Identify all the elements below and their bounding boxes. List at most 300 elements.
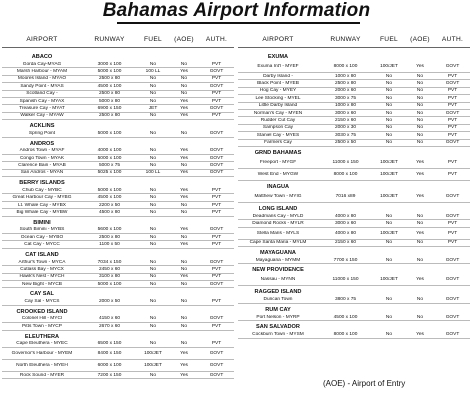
- island-section-title: ABACO: [31, 54, 53, 60]
- fuel-type: 100/JET: [380, 64, 398, 69]
- aoe-status: Yes: [180, 170, 188, 176]
- authority: PVT: [447, 118, 458, 124]
- aoe-status: No: [416, 213, 424, 219]
- runway-size: 6000 x 100: [97, 362, 122, 368]
- aoe-status: Yes: [416, 277, 424, 283]
- aoe-status: Yes: [180, 242, 188, 248]
- airport-name: Treasure Cay - MYAT: [19, 106, 65, 112]
- airport-name: Cape Santa Maria - MYLM: [249, 240, 307, 246]
- aoe-status: Yes: [180, 350, 188, 356]
- aoe-status: Yes: [180, 187, 188, 193]
- runway-size: 8000 x 100: [333, 331, 358, 337]
- aoe-status: Yes: [180, 372, 188, 378]
- runway-size: 6900 x 150: [97, 106, 122, 112]
- table-row: [2, 281, 234, 288]
- left-table-body: [2, 51, 234, 379]
- authority: PVT: [447, 125, 458, 131]
- authority: GOVT: [445, 140, 460, 146]
- airport-name: Darby Island -: [263, 73, 293, 79]
- airport-name: Ocean Cay - MYBO: [20, 234, 64, 240]
- table-row: [2, 316, 234, 323]
- runway-size: 3800 x 75: [334, 297, 357, 303]
- runway-size: 2500 x 80: [98, 76, 121, 82]
- aoe-status: No: [180, 316, 188, 322]
- airport-name: Freeport - MYGF: [259, 159, 297, 165]
- authority: GOVT: [209, 227, 224, 233]
- authority: GOVT: [209, 259, 224, 265]
- airport-name: Cockburn Town - MYSM: [252, 331, 304, 337]
- header-runway: RUNWAY: [330, 36, 361, 43]
- aoe-status: No: [180, 259, 188, 265]
- runway-size: 8000 x 100: [333, 64, 358, 69]
- fuel-type: No: [149, 299, 157, 305]
- airport-name: Governor's Harbour - MYEM: [11, 350, 73, 356]
- authority: PVT: [447, 95, 458, 101]
- authority: GOVT: [445, 297, 460, 303]
- authority: GOVT: [445, 193, 460, 199]
- aoe-status: Yes: [416, 171, 424, 177]
- airport-name: Hawk's Nest - MYCH: [19, 274, 65, 280]
- island-section-title: BIMINI: [33, 219, 51, 226]
- authority: PVT: [211, 76, 222, 82]
- header-auth: AUTH.: [441, 36, 464, 43]
- authority: GOVT: [445, 81, 460, 87]
- runway-size: 1100 x 50: [99, 242, 120, 248]
- table-row: [2, 372, 234, 379]
- authority: GOVT: [445, 110, 460, 116]
- table-row: [238, 331, 470, 338]
- authority: PVT: [211, 91, 222, 97]
- runway-size: 5000 x 75: [98, 162, 121, 168]
- header-auth: AUTH.: [205, 36, 228, 43]
- authority: GOVT: [445, 257, 460, 263]
- runway-size: 1000 x 80: [334, 73, 357, 79]
- runway-size: 5600 x 100: [97, 227, 122, 233]
- island-section-title: MAYAGUANA: [260, 250, 296, 257]
- fuel-type: No: [149, 259, 157, 265]
- runway-size: 3030 x 75: [334, 132, 357, 138]
- airport-name: Andros Town - MYAF: [19, 148, 65, 154]
- table-row: [238, 61, 470, 73]
- airport-name: Rock Sound - MYER: [19, 372, 65, 378]
- fuel-type: No: [149, 83, 157, 89]
- runway-size: 5000 x 100: [97, 187, 122, 193]
- table-row: [238, 296, 470, 303]
- aoe-status: No: [416, 240, 424, 246]
- table-row: [2, 348, 234, 360]
- airport-name: Sampson Cay: [262, 125, 294, 131]
- fuel-type: No: [149, 274, 157, 280]
- authority: PVT: [447, 230, 458, 236]
- table-row: [238, 88, 470, 95]
- authority: PVT: [447, 159, 458, 165]
- runway-size: 5000 x 80: [98, 98, 121, 104]
- table-row: [238, 213, 470, 220]
- aoe-status: No: [416, 297, 424, 303]
- island-section-title: LONG ISLAND: [258, 205, 298, 212]
- airport-name: Great Harbour Cay - MYBG: [12, 195, 72, 201]
- fuel-type: No: [149, 195, 157, 201]
- authority: GOVT: [445, 213, 460, 219]
- runway-size: 7016 x89: [335, 193, 356, 199]
- fuel-type: No: [385, 125, 393, 131]
- page-title: Bahamas Airport Information: [102, 0, 371, 21]
- fuel-type: No: [385, 314, 393, 320]
- island-section-title: CROOKED ISLAND: [16, 308, 68, 315]
- fuel-type: 100/JET: [380, 159, 398, 165]
- runway-size: 5000 x 100: [97, 281, 122, 287]
- runway-size: 2000 x 30: [334, 125, 357, 131]
- runway-size: 3000 x 100: [97, 61, 122, 67]
- airport-name: Marsh Harbour - MYAM: [16, 69, 68, 75]
- runway-size: 6500 x 150: [97, 341, 122, 347]
- aoe-status: No: [416, 88, 424, 94]
- fuel-type: 100/JET: [380, 230, 398, 236]
- airport-name: Rudder Cut Cay: [260, 118, 296, 124]
- fuel-type: JET: [148, 106, 158, 112]
- header-airport: AIRPORT: [26, 36, 58, 43]
- runway-size: 7200 x 150: [97, 372, 122, 378]
- authority: PVT: [211, 242, 222, 248]
- authority: GOVT: [209, 83, 224, 89]
- fuel-type: No: [385, 132, 393, 138]
- airport-name: Stella Maris - MYLS: [256, 230, 300, 236]
- runway-size: 4150 x 60: [98, 316, 121, 322]
- aoe-status: No: [416, 314, 424, 320]
- table-row: [2, 113, 234, 120]
- island-section-title: CAY SAL: [30, 291, 54, 298]
- authority: GOVT: [209, 162, 224, 168]
- aoe-status: No: [180, 83, 188, 89]
- authority: GOVT: [209, 170, 224, 176]
- authority: PVT: [211, 61, 222, 67]
- table-row: [238, 110, 470, 117]
- aoe-status: No: [416, 220, 424, 226]
- airport-name: Walker Cay - MYAW: [20, 113, 64, 119]
- fuel-type: 100/JET: [380, 193, 398, 199]
- airport-name: Clarence Bain - MYAB: [18, 162, 66, 168]
- runway-size: 8400 x 150: [97, 350, 122, 356]
- authority: PVT: [211, 323, 222, 329]
- table-row: [2, 259, 234, 266]
- fuel-type: No: [149, 187, 157, 193]
- airport-name: Scotland Cay -: [26, 91, 58, 97]
- table-row: [2, 68, 234, 75]
- airport-name: Little Darby Island: [258, 103, 298, 109]
- airport-name: Port Nelson - MYRP: [256, 314, 300, 320]
- runway-size: 2000 x 60: [334, 88, 357, 94]
- runway-size: 2150 x 60: [334, 240, 357, 246]
- aoe-status: No: [180, 281, 188, 287]
- authority: PVT: [211, 341, 222, 347]
- authority: GOVT: [209, 148, 224, 154]
- table-row: [2, 227, 234, 234]
- runway-size: 7700 x 150: [333, 257, 358, 263]
- fuel-type: No: [149, 130, 157, 136]
- authority: PVT: [211, 209, 222, 215]
- aoe-status: No: [416, 103, 424, 109]
- aoe-status: Yes: [416, 64, 424, 69]
- airport-name: Lt. Whale Cay - MYBX: [18, 202, 66, 208]
- aoe-status: No: [416, 118, 424, 124]
- runway-size: 4500 x 80: [98, 209, 121, 215]
- airport-name: Pitts Town - MYCP: [22, 323, 62, 329]
- aoe-status: Yes: [180, 155, 188, 161]
- authority: PVT: [211, 299, 222, 305]
- header-airport: AIRPORT: [262, 36, 294, 43]
- runway-size: 2500 x 80: [98, 234, 121, 240]
- island-section-title: CAT ISLAND: [25, 251, 59, 258]
- island-section-title: BERRY ISLANDS: [19, 180, 65, 187]
- table-row: [2, 105, 234, 112]
- table-row: [238, 240, 470, 247]
- airport-name: Arthur's Town - MYCA: [18, 259, 66, 265]
- table-row: [238, 125, 470, 132]
- aoe-status: No: [416, 81, 424, 87]
- authority: GOVT: [209, 69, 224, 75]
- right-table-body: [238, 51, 470, 339]
- aoe-status: No: [416, 95, 424, 101]
- island-section-title: INAGUA: [266, 183, 290, 190]
- authority: PVT: [211, 187, 222, 193]
- aoe-status: No: [180, 234, 188, 240]
- aoe-status: No: [416, 257, 424, 263]
- island-section-title: ACKLINS: [29, 123, 55, 130]
- airport-name: Spanish Cay - MYAX: [19, 98, 65, 104]
- table-row: [238, 95, 470, 102]
- runway-size: 5000 x 100: [97, 130, 122, 136]
- aoe-status: Yes: [180, 106, 188, 112]
- table-row: [238, 314, 470, 321]
- fuel-type: No: [385, 240, 393, 246]
- airport-name: Cape Eleuthera - MYEC: [16, 341, 68, 347]
- aoe-status: No: [180, 202, 188, 208]
- runway-size: 4000 x 100: [97, 148, 122, 154]
- fuel-type: No: [385, 88, 393, 94]
- airport-name: Norman's Cay - MYEN: [253, 110, 303, 116]
- table-row: [2, 234, 234, 241]
- runway-size: 4000 x 80: [334, 230, 357, 236]
- airport-name: Staniel Cay - MYES: [256, 132, 300, 138]
- table-row: [2, 98, 234, 105]
- airport-name: Cat Cay - MYCC: [24, 242, 60, 248]
- fuel-type: No: [385, 213, 393, 219]
- header-aoe: (AOE): [174, 36, 194, 43]
- aoe-status: Yes: [416, 230, 424, 236]
- fuel-type: No: [385, 257, 393, 263]
- fuel-type: No: [149, 76, 157, 82]
- island-section-title: RAGGED ISLAND: [254, 289, 302, 296]
- aoe-status: No: [180, 266, 188, 272]
- island-section-title: NEW PROVIDENCE: [252, 267, 304, 274]
- airport-name: Cay Sal - MYCS: [24, 299, 60, 305]
- runway-size: 5000 x 100: [97, 69, 122, 75]
- aoe-status: Yes: [180, 113, 188, 119]
- table-row: [2, 76, 234, 83]
- airport-name: Gorda Cay-MYAG: [22, 61, 62, 67]
- fuel-type: No: [385, 110, 393, 116]
- authority: PVT: [447, 240, 458, 246]
- airport-name: Lee Stocking - MYEL: [255, 95, 301, 101]
- aoe-status: Yes: [416, 331, 424, 337]
- authority: GOVT: [209, 130, 224, 136]
- runway-size: 2200 x 50: [98, 202, 121, 208]
- airport-name: New Bight - MYCB: [22, 281, 62, 287]
- fuel-type: No: [149, 61, 157, 67]
- aoe-status: No: [180, 323, 188, 329]
- airport-name: Big Whale Cay - MYBW: [16, 209, 68, 215]
- aoe-status: Yes: [180, 362, 188, 368]
- runway-size: 3100 x 80: [98, 274, 121, 280]
- authority: PVT: [211, 234, 222, 240]
- authority: GOVT: [209, 316, 224, 322]
- authority: PVT: [447, 88, 458, 94]
- runway-size: 5000 x 100: [97, 155, 122, 161]
- airport-name: Cutlass Bay - MYCX: [20, 266, 64, 272]
- fuel-type: No: [149, 202, 157, 208]
- table-row: [2, 155, 234, 162]
- airport-name: Diamond Rocks - MYLR: [252, 220, 304, 226]
- table-row: [2, 298, 234, 305]
- fuel-type: No: [385, 95, 393, 101]
- header-aoe: (AOE): [410, 36, 430, 43]
- fuel-type: No: [149, 98, 157, 104]
- authority: PVT: [447, 171, 458, 177]
- runway-size: 2150 x 60: [334, 118, 357, 124]
- authority: PVT: [447, 220, 458, 226]
- authority: PVT: [447, 132, 458, 138]
- authority: GOVT: [209, 281, 224, 287]
- runway-size: 4500 x 100: [97, 195, 122, 201]
- fuel-type: No: [385, 73, 393, 79]
- aoe-status: No: [416, 140, 424, 146]
- airport-name: Exuma Int'l - MYEF: [257, 64, 299, 69]
- fuel-type: No: [385, 118, 393, 124]
- table-row: [238, 191, 470, 203]
- authority: GOVT: [445, 277, 460, 283]
- airport-name: Black Point - MYEB: [257, 81, 299, 87]
- authority: GOVT: [445, 64, 460, 69]
- fuel-type: No: [149, 155, 157, 161]
- aoe-status: Yes: [180, 227, 188, 233]
- airport-name: Matthew Town - MYIG: [254, 193, 302, 199]
- authority: GOVT: [209, 362, 224, 368]
- authority: PVT: [447, 103, 458, 109]
- authority: PVT: [211, 195, 222, 201]
- airport-name: Duncan Town: [263, 297, 293, 303]
- title-underline: [117, 22, 360, 24]
- aoe-status: Yes: [416, 193, 424, 199]
- aoe-status: No: [180, 299, 188, 305]
- table-row: [2, 170, 234, 177]
- table-row: [2, 83, 234, 90]
- airport-name: Sandy Point - MYAS: [20, 83, 64, 89]
- airport-name: Colonel Hill - MYCI: [21, 316, 63, 322]
- fuel-type: No: [149, 162, 157, 168]
- table-row: [238, 117, 470, 124]
- runway-size: 4000 x 80: [334, 213, 357, 219]
- fuel-type: 100/JET: [144, 350, 162, 356]
- aoe-status: No: [180, 61, 188, 67]
- aoe-status: No: [416, 125, 424, 131]
- runway-size: 2500 x 50: [334, 140, 357, 146]
- airport-name: Congo Town - MYAK: [19, 155, 65, 161]
- table-row: [2, 209, 234, 216]
- authority: PVT: [211, 113, 222, 119]
- table-row: [2, 241, 234, 248]
- aoe-status: No: [180, 209, 188, 215]
- authority: PVT: [211, 266, 222, 272]
- island-section-title: SAN SALVADOR: [256, 324, 300, 331]
- table-row: [238, 220, 470, 227]
- aoe-status: Yes: [180, 195, 188, 201]
- authority: PVT: [211, 274, 222, 280]
- table-row: [2, 202, 234, 209]
- authority: GOVT: [209, 350, 224, 356]
- airport-name: Mayaguana - MYMM: [255, 257, 301, 263]
- aoe-status: No: [180, 130, 188, 136]
- table-row: [238, 169, 470, 181]
- authority: GOVT: [209, 155, 224, 161]
- airport-name: Hog Cay - MYEY: [259, 88, 297, 94]
- fuel-type: No: [149, 227, 157, 233]
- aoe-status: No: [416, 110, 424, 116]
- fuel-type: No: [385, 140, 393, 146]
- authority: PVT: [211, 98, 222, 104]
- runway-size: 8000 x 100: [333, 171, 358, 177]
- aoe-status: No: [416, 73, 424, 79]
- airport-name: Chub Cay - MYBC: [22, 187, 62, 193]
- table-row: [2, 61, 234, 68]
- fuel-type: 100/JET: [380, 277, 398, 283]
- runway-size: 11000 x 150: [332, 277, 359, 283]
- table-row: [2, 91, 234, 98]
- table-row: [2, 194, 234, 201]
- table-row: [2, 341, 234, 348]
- header-runway: RUNWAY: [94, 36, 125, 43]
- fuel-type: No: [149, 148, 157, 154]
- island-section-title: GRND BAHAMAS: [254, 149, 302, 156]
- table-header: [2, 36, 234, 48]
- authority: GOVT: [209, 372, 224, 378]
- fuel-type: No: [149, 209, 157, 215]
- table-row: [238, 157, 470, 169]
- fuel-type: 100 LL: [145, 69, 161, 75]
- aoe-status: No: [180, 76, 188, 82]
- fuel-type: No: [149, 242, 157, 248]
- aoe-status: Yes: [180, 148, 188, 154]
- runway-size: 7034 x 150: [97, 259, 122, 265]
- runway-size: 11000 x 150: [332, 159, 359, 165]
- table-row: [238, 132, 470, 139]
- fuel-type: No: [149, 91, 157, 97]
- fuel-type: 100/JET: [144, 362, 162, 368]
- fuel-type: No: [385, 331, 393, 337]
- fuel-type: No: [385, 81, 393, 87]
- fuel-type: No: [385, 297, 393, 303]
- table-row: [238, 140, 470, 147]
- table-row: [2, 130, 234, 137]
- aoe-legend: (AOE) - Airport of Entry: [323, 379, 406, 388]
- fuel-type: No: [385, 220, 393, 226]
- aoe-status: Yes: [180, 98, 188, 104]
- airport-name: Nassau - MYNN: [260, 277, 296, 283]
- fuel-type: 100/JET: [380, 171, 398, 177]
- runway-size: 3000 x 75: [334, 95, 357, 101]
- authority: PVT: [211, 202, 222, 208]
- authority: GOVT: [209, 106, 224, 112]
- island-section-title: ELEUTHERA: [24, 333, 60, 340]
